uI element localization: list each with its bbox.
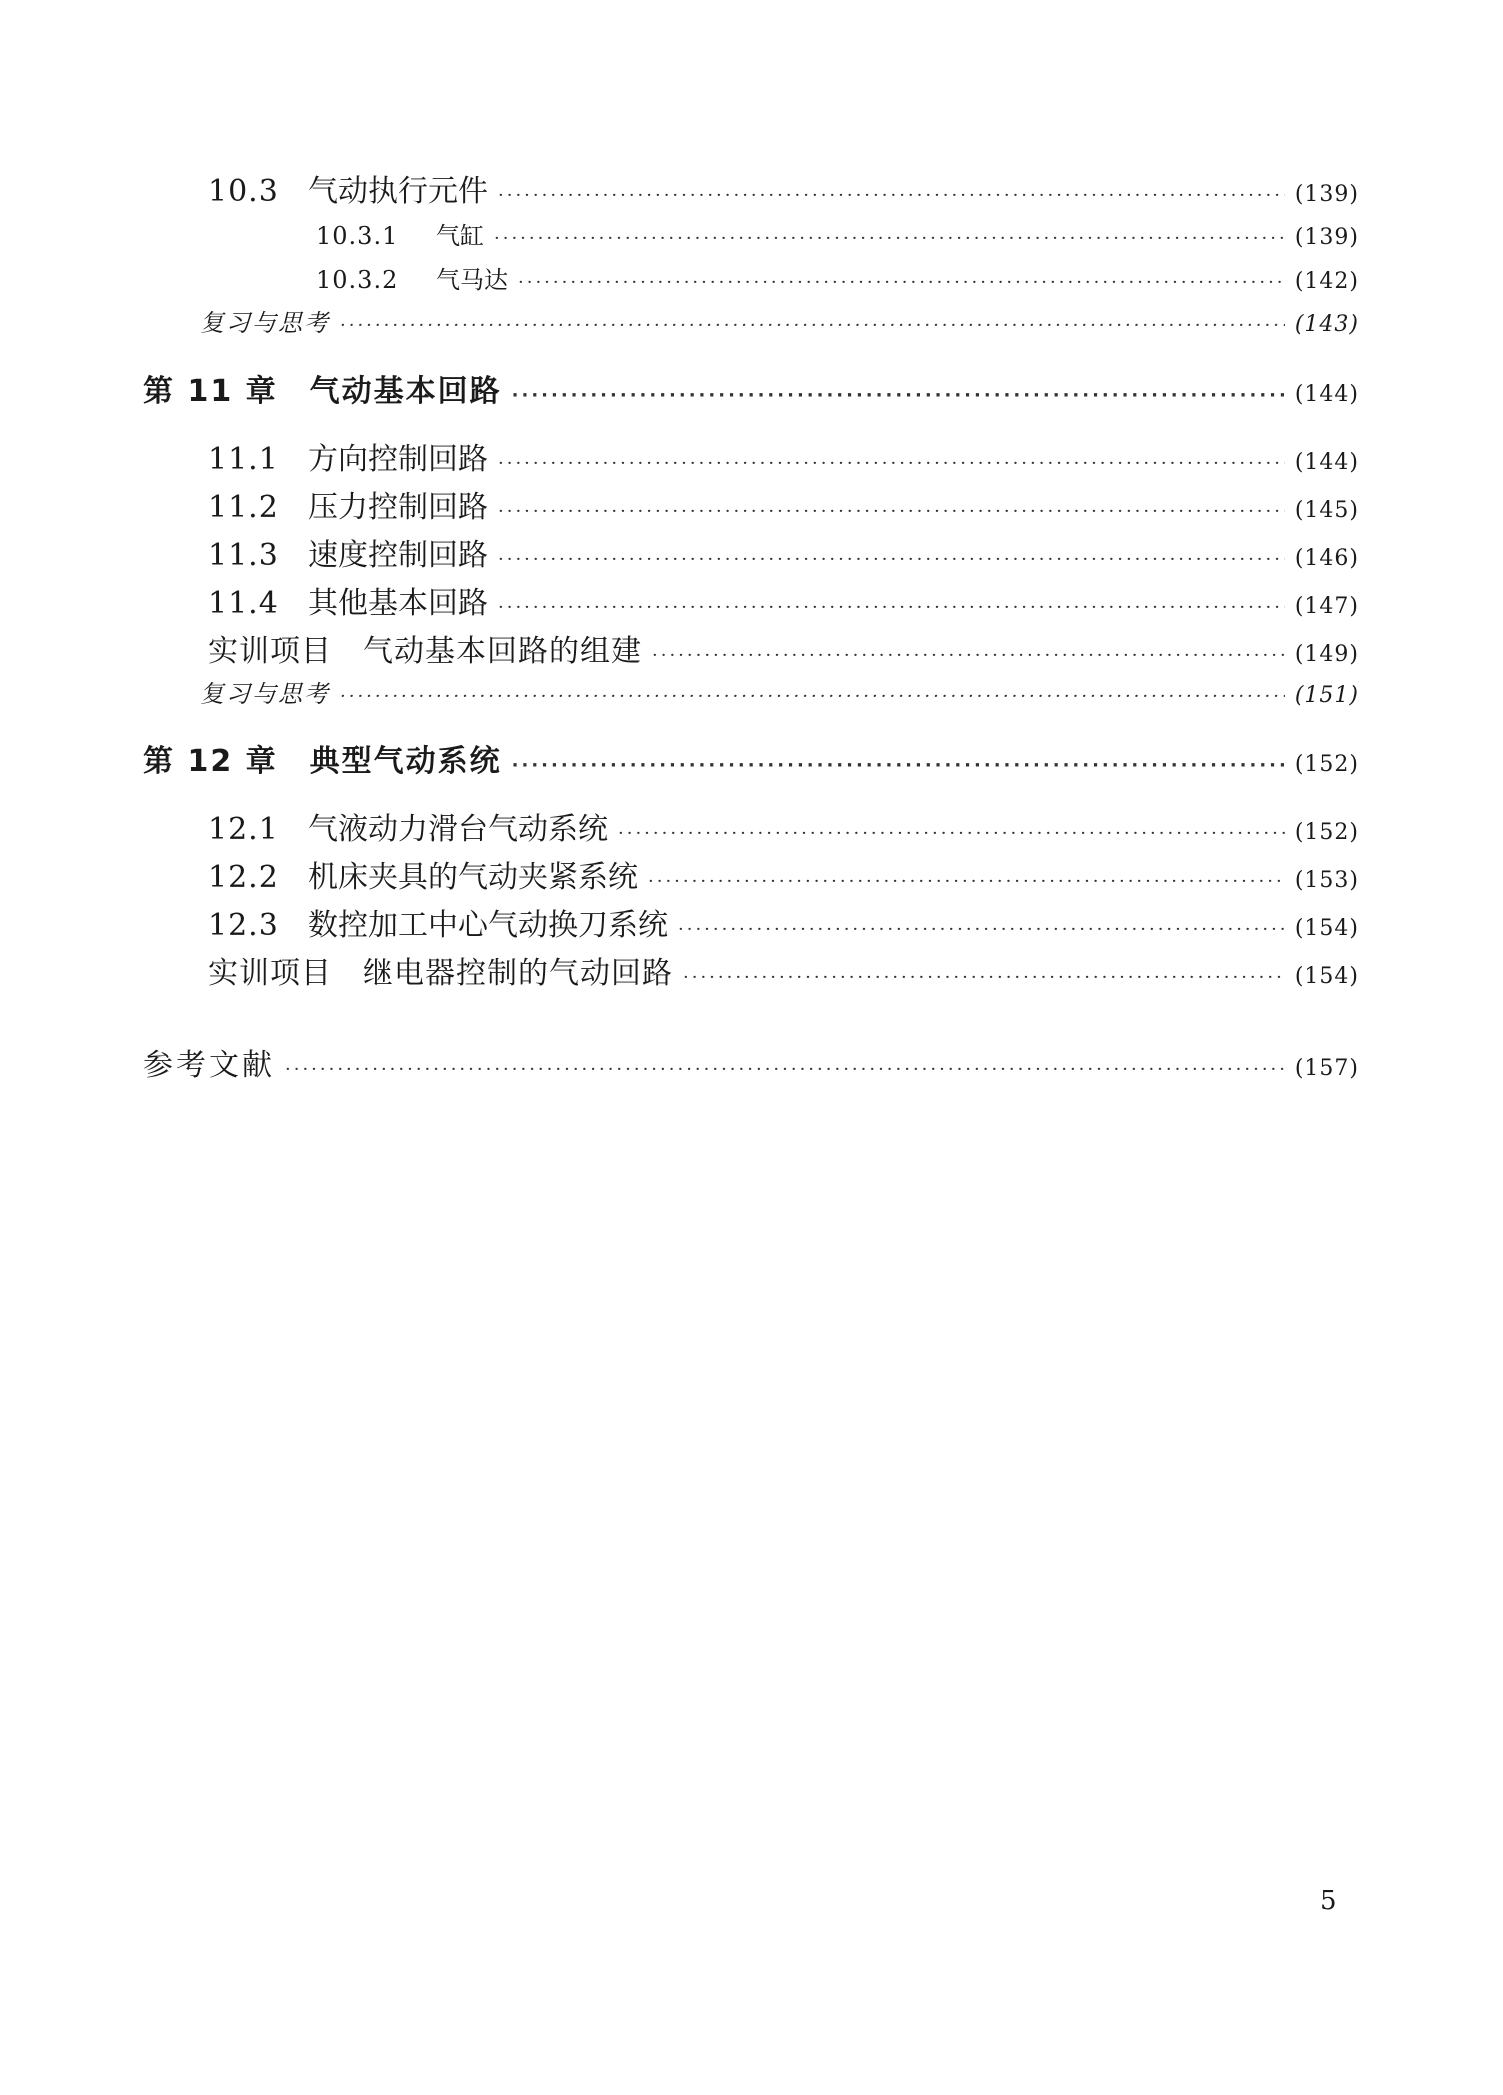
toc-entry-11-4[interactable] — [208, 578, 1359, 622]
section-number: 11.3 — [208, 538, 279, 573]
section-number: 12.1 — [208, 812, 279, 847]
dot-leader — [494, 228, 1285, 249]
section-title: 复习与思考 — [200, 680, 330, 708]
page-ref: (152) — [1294, 752, 1359, 777]
toc-entry-11-3[interactable] — [208, 530, 1359, 574]
page-ref: (149) — [1294, 642, 1359, 667]
dot-leader — [512, 755, 1285, 776]
page-ref: (143) — [1294, 312, 1359, 337]
dot-leader — [618, 823, 1285, 844]
toc-entry-11-2[interactable] — [208, 482, 1359, 526]
dot-leader — [498, 185, 1285, 206]
page-ref: (151) — [1294, 683, 1359, 708]
page-ref: (142) — [1294, 269, 1359, 294]
section-number: 11.2 — [208, 490, 279, 525]
toc-entry-review-10[interactable] — [200, 303, 1359, 338]
section-title: 机床夹具的气动夹紧系统 — [308, 860, 638, 895]
dot-leader — [512, 385, 1285, 406]
section-number: 12.2 — [208, 860, 279, 895]
page-ref: (154) — [1294, 964, 1359, 989]
section-title: 速度控制回路 — [308, 538, 488, 573]
page-ref: (154) — [1294, 916, 1359, 941]
dot-leader — [340, 686, 1285, 707]
toc-entry-12-1[interactable] — [208, 804, 1359, 848]
toc-chapter-12[interactable] — [143, 736, 1359, 780]
page-ref: (145) — [1294, 498, 1359, 523]
dot-leader — [498, 549, 1285, 570]
chapter-title: 第 11 章 气动基本回路 — [143, 374, 502, 409]
toc-entry-10-3[interactable] — [208, 166, 1359, 210]
section-title: 实训项目 气动基本回路的组建 — [208, 634, 642, 669]
section-number: 11.1 — [208, 442, 279, 477]
section-title: 复习与思考 — [200, 309, 330, 337]
dot-leader — [678, 919, 1285, 940]
section-title: 气马达 — [436, 266, 508, 294]
toc-entry-11-1[interactable] — [208, 434, 1359, 478]
page-ref: (139) — [1294, 182, 1359, 207]
page-ref: (152) — [1294, 820, 1359, 845]
page-ref: (144) — [1294, 382, 1359, 407]
section-title: 气缸 — [436, 222, 484, 250]
dot-leader — [518, 272, 1285, 293]
dot-leader — [498, 597, 1285, 618]
page-ref: (146) — [1294, 546, 1359, 571]
toc-entry-10-3-1[interactable] — [316, 216, 1359, 251]
page-ref: (139) — [1294, 225, 1359, 250]
dot-leader — [285, 1059, 1285, 1080]
section-title: 其他基本回路 — [308, 586, 488, 621]
toc-entry-12-3[interactable] — [208, 900, 1359, 944]
section-title: 压力控制回路 — [308, 490, 488, 525]
toc-entry-10-3-2[interactable] — [316, 260, 1359, 295]
dot-leader — [648, 871, 1285, 892]
dot-leader — [340, 315, 1285, 336]
section-title: 参考文献 — [143, 1048, 275, 1083]
dot-leader — [652, 645, 1285, 666]
section-title: 方向控制回路 — [308, 442, 488, 477]
toc-chapter-11[interactable] — [143, 366, 1359, 410]
section-title: 数控加工中心气动换刀系统 — [308, 908, 668, 943]
dot-leader — [498, 501, 1285, 522]
page-ref: (153) — [1294, 868, 1359, 893]
toc-entry-project-12[interactable] — [208, 948, 1359, 992]
page-ref: (147) — [1294, 594, 1359, 619]
chapter-title: 第 12 章 典型气动系统 — [143, 744, 502, 779]
section-title: 实训项目 继电器控制的气动回路 — [208, 956, 673, 991]
section-title: 气液动力滑台气动系统 — [308, 812, 608, 847]
page-ref: (144) — [1294, 450, 1359, 475]
section-number: 11.4 — [208, 586, 279, 621]
section-number: 10.3 — [208, 174, 279, 209]
toc-entry-references[interactable] — [143, 1040, 1359, 1084]
toc-entry-12-2[interactable] — [208, 852, 1359, 896]
section-title: 气动执行元件 — [308, 174, 488, 209]
section-number: 12.3 — [208, 908, 279, 943]
section-number: 10.3.1 — [316, 222, 399, 250]
page-ref: (157) — [1294, 1056, 1359, 1081]
toc-entry-review-11[interactable] — [200, 674, 1359, 709]
dot-leader — [683, 967, 1285, 988]
section-number: 10.3.2 — [316, 266, 399, 294]
page-number: 5 — [1320, 1886, 1337, 1916]
dot-leader — [498, 453, 1285, 474]
toc-entry-project-11[interactable] — [208, 626, 1359, 670]
